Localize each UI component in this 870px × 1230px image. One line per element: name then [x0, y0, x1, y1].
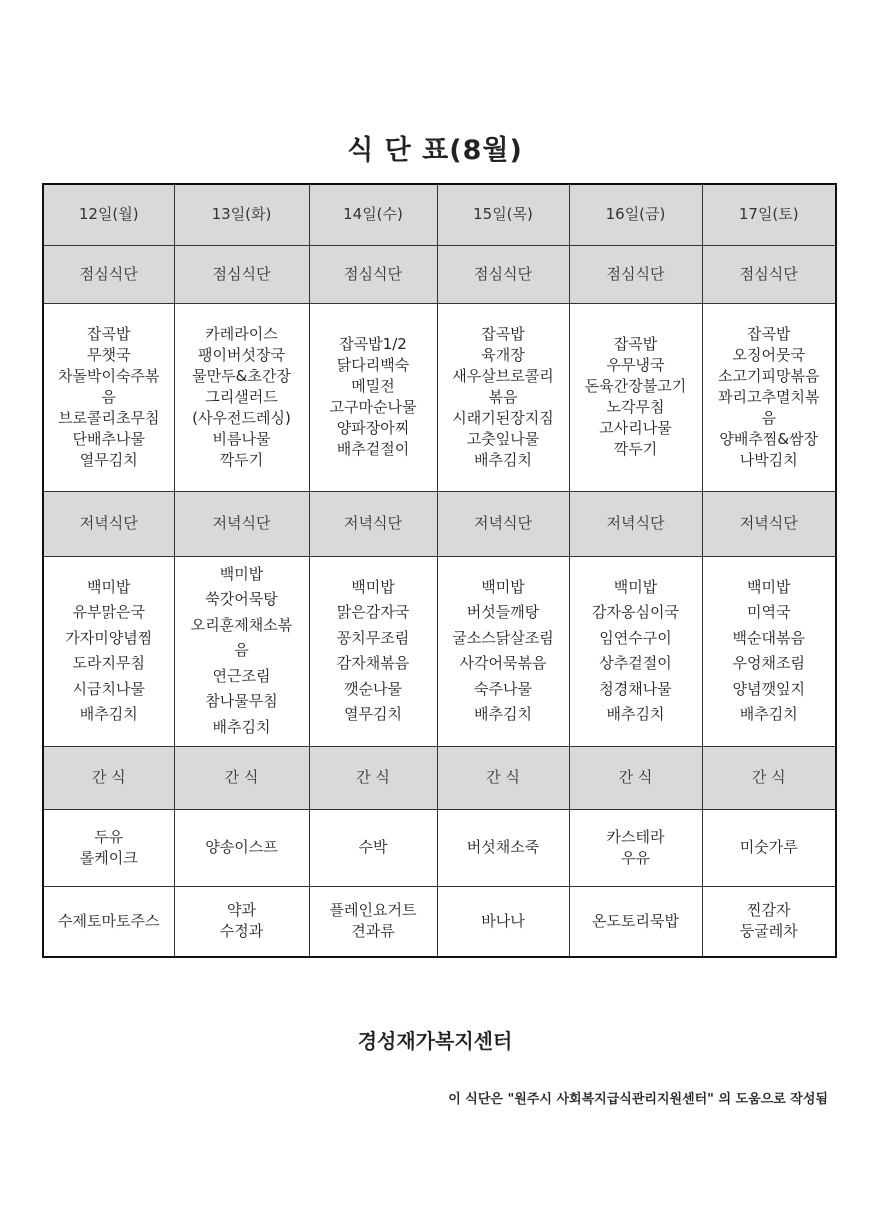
dinner-menu-cell — [174, 556, 309, 746]
menu-item: 비름나물 — [212, 429, 271, 448]
title-main: 식 단 표 — [347, 135, 450, 166]
menu-item: 꽈리고추멸치볶 — [718, 387, 820, 406]
snack-row-1 — [43, 809, 836, 886]
lunch-menu-row — [43, 303, 836, 491]
menu-item: 고춧잎나물 — [466, 429, 540, 448]
lunch-menu-cell — [437, 303, 569, 491]
lunch-label: 점심식단 — [309, 245, 437, 303]
lunch-label: 점심식단 — [569, 245, 702, 303]
menu-item: 찐감자 — [747, 901, 791, 920]
menu-item: 사각어묵볶음 — [459, 654, 547, 672]
menu-item: 메밀전 — [351, 377, 395, 395]
dinner-menu-cell — [43, 556, 174, 746]
lunch-menu-cell — [702, 303, 836, 491]
menu-item: 백미밥 — [747, 577, 791, 596]
snack-cell — [309, 886, 437, 957]
menu-item: 잡곡밥 — [481, 324, 525, 343]
menu-item: 백미밥 — [219, 564, 264, 583]
menu-item: 배추김치 — [606, 705, 665, 723]
menu-item: 카레라이스 — [205, 324, 278, 343]
snack-cell — [437, 809, 569, 886]
menu-item: 음 — [101, 387, 116, 406]
menu-item: 무챗국 — [87, 345, 131, 364]
menu-item: 물만두&초간장 — [192, 366, 291, 385]
menu-item: 닭다리백숙 — [336, 356, 410, 374]
lunch-menu-cell — [309, 303, 437, 491]
menu-item: 고구마순나물 — [329, 398, 417, 416]
menu-item: 상추겉절이 — [599, 654, 672, 672]
menu-item: 시금치나물 — [72, 679, 145, 698]
snack-label: 간 식 — [702, 746, 836, 809]
menu-item: 청경채나물 — [599, 679, 672, 698]
menu-item: 배추김치 — [739, 705, 798, 723]
menu-item: 우엉채조림 — [732, 654, 805, 672]
snack-cell — [309, 809, 437, 886]
menu-item: 수정과 — [219, 922, 264, 941]
menu-item: 바나나 — [481, 911, 525, 930]
menu-item: 감자채볶음 — [336, 654, 410, 672]
menu-item: 볶음 — [488, 387, 518, 406]
dinner-menu-row — [43, 556, 836, 746]
menu-item: 양념깻잎지 — [732, 679, 805, 698]
menu-item: 오징어뭇국 — [732, 345, 805, 364]
lunch-label: 점심식단 — [702, 245, 836, 303]
menu-item: 시래기된장지짐 — [452, 408, 554, 427]
snack-label: 간 식 — [309, 746, 437, 809]
menu-item: 버섯채소죽 — [466, 838, 540, 856]
menu-item: 백미밥 — [613, 577, 658, 596]
menu-item: 유부맑은국 — [72, 603, 145, 621]
menu-item: 굴소스닭살조림 — [452, 628, 554, 647]
snack-label: 간 식 — [569, 746, 702, 809]
menu-item: 온도토리묵밥 — [592, 911, 679, 930]
menu-item: 노각무침 — [606, 398, 665, 416]
dinner-label-row — [43, 491, 836, 556]
menu-item: 고사리나물 — [599, 419, 672, 437]
menu-item: 단배추나물 — [72, 429, 145, 448]
snack-cell — [569, 809, 702, 886]
menu-item: 열무김치 — [344, 705, 402, 723]
menu-item: 견과류 — [351, 922, 395, 941]
snack-cell — [702, 886, 836, 957]
menu-item: 도라지무침 — [72, 654, 145, 672]
menu-item: 양송이스프 — [205, 838, 278, 856]
menu-item: 새우살브로콜리 — [452, 366, 554, 385]
day-header: 12일(월) — [43, 184, 174, 245]
menu-item: 백미밥 — [351, 577, 395, 596]
dinner-menu-cell — [437, 556, 569, 746]
menu-item: 소고기피망볶음 — [718, 366, 820, 385]
menu-item: 백순대볶음 — [732, 628, 805, 647]
menu-item: 잡곡밥 — [613, 335, 658, 353]
menu-item: 그리샐러드 — [205, 387, 278, 406]
footer-note: 이 식단은 "원주시 사회복지급식관리지원센터" 의 도움으로 작성됨 — [448, 1092, 828, 1107]
menu-item: 우유 — [621, 848, 650, 867]
menu-item: 배추김치 — [474, 705, 532, 723]
menu-item: 브로콜리초무침 — [58, 408, 160, 427]
day-header: 17일(토) — [702, 184, 836, 245]
menu-item: 숙주나물 — [474, 679, 532, 698]
day-header: 15일(목) — [437, 184, 569, 245]
snack-cell — [43, 809, 174, 886]
menu-item: 약과 — [227, 901, 256, 920]
page-title — [0, 128, 870, 167]
menu-item: 양파장아찌 — [336, 419, 410, 437]
snack-cell — [43, 886, 174, 957]
menu-item: 잡곡밥 — [747, 324, 791, 343]
lunch-menu-cell — [569, 303, 702, 491]
menu-item: 버섯들깨탕 — [466, 603, 540, 621]
menu-item: 둥굴레차 — [739, 922, 798, 941]
lunch-label: 점심식단 — [437, 245, 569, 303]
center-name: 경성재가복지센터 — [357, 1029, 513, 1053]
menu-item: 백미밥 — [87, 577, 131, 596]
menu-item: 감자옹심이국 — [592, 603, 679, 621]
menu-item: 깻순나물 — [344, 679, 402, 698]
menu-item: 맑은감자국 — [336, 603, 410, 621]
menu-item: 수제토마토주스 — [58, 911, 160, 930]
menu-item: 배추김치 — [474, 450, 532, 469]
menu-item: 깍두기 — [613, 440, 658, 458]
menu-item: 나박김치 — [739, 450, 798, 469]
menu-item: 미숫가루 — [739, 838, 798, 856]
menu-item: 카스테라 — [606, 827, 665, 846]
menu-item: 깍두기 — [219, 450, 264, 469]
title-month: (8월) — [449, 135, 523, 166]
menu-item: 우무냉국 — [606, 356, 665, 374]
menu-item: 양배추찜&쌈장 — [719, 429, 819, 448]
menu-item: 백미밥 — [481, 577, 525, 596]
dinner-label: 저녁식단 — [569, 491, 702, 556]
snack-row-2 — [43, 886, 836, 957]
menu-item: 참나물무침 — [205, 692, 278, 711]
snack-label-row — [43, 746, 836, 809]
menu-item: 팽이버섯장국 — [198, 345, 285, 364]
menu-item: 플레인요거트 — [329, 901, 417, 920]
snack-label: 간 식 — [174, 746, 309, 809]
menu-item: 열무김치 — [79, 450, 138, 469]
day-header: 14일(수) — [309, 184, 437, 245]
lunch-label: 점심식단 — [43, 245, 174, 303]
menu-item: 두유 — [94, 827, 124, 846]
menu-item: 연근조림 — [212, 666, 271, 685]
dinner-menu-cell — [569, 556, 702, 746]
menu-item: (사우전드레싱) — [192, 408, 291, 427]
menu-item: 육개장 — [481, 345, 525, 364]
menu-item: 오리훈제채소볶 — [190, 615, 293, 634]
menu-item: 수박 — [358, 838, 388, 856]
meal-table — [42, 183, 837, 958]
lunch-label: 점심식단 — [174, 245, 309, 303]
day-header: 16일(금) — [569, 184, 702, 245]
menu-item: 임연수구이 — [599, 628, 672, 647]
menu-item: 배추김치 — [79, 705, 138, 723]
lunch-label-row — [43, 245, 836, 303]
snack-cell — [437, 886, 569, 957]
dinner-menu-cell — [309, 556, 437, 746]
menu-item: 꽁치무조림 — [336, 628, 410, 647]
dinner-label: 저녁식단 — [174, 491, 309, 556]
snack-label: 간 식 — [43, 746, 174, 809]
dinner-label: 저녁식단 — [437, 491, 569, 556]
dinner-label: 저녁식단 — [43, 491, 174, 556]
day-header: 13일(화) — [174, 184, 309, 245]
menu-item: 가자미양념찜 — [65, 628, 153, 647]
menu-item: 차돌박이숙주볶 — [58, 366, 160, 385]
lunch-menu-cell — [174, 303, 309, 491]
menu-item: 돈육간장불고기 — [584, 377, 687, 395]
menu-item: 음 — [761, 408, 776, 427]
menu-item: 잡곡밥 — [87, 324, 131, 343]
menu-item: 롤케이크 — [79, 848, 138, 867]
snack-label: 간 식 — [437, 746, 569, 809]
day-header-row — [43, 184, 836, 245]
dinner-label: 저녁식단 — [702, 491, 836, 556]
menu-item: 미역국 — [747, 603, 791, 621]
snack-cell — [174, 809, 309, 886]
menu-item: 배추겉절이 — [336, 440, 410, 458]
snack-cell — [702, 809, 836, 886]
menu-item: 배추김치 — [212, 717, 271, 736]
menu-item: 잡곡밥1/2 — [339, 335, 407, 353]
dinner-label: 저녁식단 — [309, 491, 437, 556]
dinner-menu-cell — [702, 556, 836, 746]
snack-cell — [569, 886, 702, 957]
menu-item: 쑥갓어묵탕 — [205, 590, 278, 609]
menu-item: 음 — [234, 641, 249, 660]
lunch-menu-cell — [43, 303, 174, 491]
snack-cell — [174, 886, 309, 957]
